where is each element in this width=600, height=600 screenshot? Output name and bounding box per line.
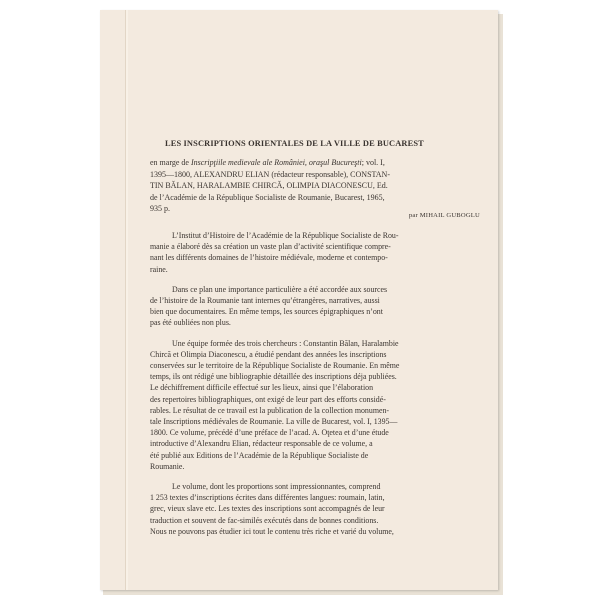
reference-line: TIN BĂLAN, HARALAMBIE CHIRCĂ, OLIMPIA DIACONESCU, Ed. [150, 181, 388, 191]
reference-line: 1395—1800, ALEXANDRU ELIAN (rédacteur responsable), CONSTAN- [150, 169, 390, 179]
text-line: manie a élaboré dès sa création un vaste plan d’activité scientifique compre- [150, 242, 391, 252]
text-line: temps, ils ont rédigé une bibliographie détaillée des inscriptions déja publiées. [150, 372, 397, 382]
text-line: 1 253 textes d’inscriptions écrites dans différentes langues: roumain, latin, [150, 493, 385, 503]
text-line: tale Inscriptions médiévales de Roumanie. La ville de Bucarest, vol. I, 1395— [150, 417, 398, 427]
text-line: conservées sur le territoire de la République Socialiste de Roumanie. En même [150, 361, 400, 371]
reference-text: ; vol. I, [361, 158, 385, 167]
text-line: Le déchiffrement difficile effectué sur les lieux, ainsi que l’élaboration [150, 383, 374, 393]
text-line: introductive d’Alexandru Elian, rédacteur responsable de ce volume, a [150, 439, 373, 449]
text-line: 1800. Ce volume, précédé d’une préface de l’acad. A. Oţetea et d’une étude [150, 428, 389, 438]
text-line: Roumanie. [150, 461, 185, 471]
text-line: été publié aux Editions de l’Académie de la République Socialiste de [150, 450, 369, 460]
reference-book-title: Inscripţiile medievale ale României, oraşul Bucureşti [190, 158, 362, 167]
article-title: LES INSCRIPTIONS ORIENTALES DE LA VILLE DE BUCAREST [165, 139, 424, 148]
paragraph [150, 230, 480, 275]
text-line: des repertoires bibliographiques, ont exigé de leur part des efforts considé- [150, 394, 386, 404]
text-line: L’Institut d’Histoire de l’Académie de la République Socialiste de Rou- [172, 231, 399, 240]
reference-line [150, 157, 480, 169]
paragraph [150, 284, 480, 329]
page-fold-highlight [126, 10, 128, 590]
paragraph [150, 481, 480, 537]
text-line: grec, vieux slave etc. Les textes des inscriptions sont accompagnés de leur [150, 504, 385, 514]
author-byline: par MIHAIL GUBOGLU [408, 212, 480, 219]
text-line: raine. [150, 264, 168, 274]
reference-line: de l’Académie de la République Socialiste de Roumanie, Bucarest, 1965, [150, 192, 385, 202]
text-line: Nous ne pouvons pas étudier ici tout le contenu très riche et varié du volume, [150, 526, 394, 536]
text-line: de l’histoire de la Roumanie tant internes qu’étrangères, narratives, aussi [150, 296, 380, 306]
reference-text: en marge de [150, 158, 191, 167]
paragraph [150, 338, 480, 472]
reference-line: 935 p. [150, 204, 170, 214]
article-body [150, 230, 480, 537]
text-line: Chircă et Olimpia Diaconescu, a étudié pendant des années les inscriptions [150, 349, 387, 359]
text-line: traduction et souvent de fac-similés exécutés dans de bonnes conditions. [150, 515, 379, 525]
text-line: Une équipe formée des trois chercheurs : Constantin Bălan, Haralambie [172, 338, 399, 348]
text-line: rables. Le résultat de ce travail est la publication de la collection monumen- [150, 405, 390, 415]
book-reference [150, 157, 480, 215]
text-line: bien que documentaires. En même temps, les sources épigraphiques n’ont [150, 307, 383, 317]
text-line: pas été oubliées non plus. [150, 318, 231, 328]
text-line: Le volume, dont les proportions sont impressionnantes, comprend [172, 482, 381, 492]
text-line: nant les différents domaines de l’histoire médiévale, moderne et contempo- [150, 253, 388, 263]
text-line: Dans ce plan une importance particulière a été accordée aux sources [172, 284, 388, 294]
